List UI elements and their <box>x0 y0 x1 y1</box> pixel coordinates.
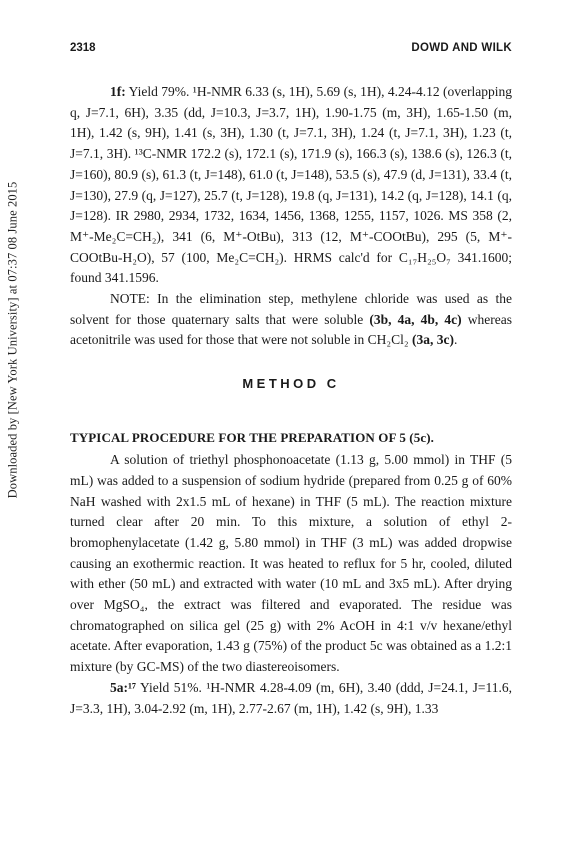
procedure-heading: TYPICAL PROCEDURE FOR THE PREPARATION OF 5 (5c). <box>70 430 434 446</box>
compound-label: 1f: <box>110 84 126 99</box>
page-body <box>70 82 512 719</box>
compound-1f-paragraph <box>70 82 512 289</box>
note-paragraph <box>70 289 512 351</box>
compound-label: 5a:¹⁷ <box>110 679 137 695</box>
page-number: 2318 <box>70 42 96 54</box>
download-notice: Downloaded by [New York University] at 07:37 08 June 2015 <box>5 181 20 499</box>
note-bold-insoluble: (3a, 3c) <box>411 332 454 348</box>
note-text: NOTE: In the elimination step, methylene chloride was used as the solvent for those quaternary salts that were soluble <box>70 291 512 327</box>
note-bold-soluble: (3b, 4a, 4b, 4c) <box>369 311 462 327</box>
running-head: DOWD AND WILK <box>411 42 512 54</box>
page-header <box>70 42 512 60</box>
compound-data: Yield 51%. ¹H-NMR 4.28-4.09 (m, 6H), 3.40 (ddd, J=24.1, J=11.6, J=3.3, 1H), 3.04-2.92 (m, 1H), 2.77-2.67 (m, 1H), 1.42 (s, 9H), 1.33 <box>70 679 512 716</box>
method-heading: METHOD C <box>242 376 340 392</box>
compound-data: Yield 79%. ¹H-NMR 6.33 (s, 1H), 5.69 (s, 1H), 4.24-4.12 (overlapping q, J=7.1, 6H), 3.35 (dd, J=10.3, J=3.7, 1H), 1.90-1.75 (m, 3H), 1.65-1.50 (m, 1H), 1.42 (s, 9H), 1.41 (s, 3H), 1.30 (t, J=7.1, 3H), 1.24 (t, J=7.1, 3H), 1.23 (t, J=7.1, 3H). ¹³C-NMR 172.2 (s), 172.1 (s), 171.9 (s), 166.3 (s), 138.6 (s), 126.3 (t, J=160), 80.9 (s), 61.3 (t, J=148), 61.0 (t, J=148), 53.5 (s), 47.9 (d, J=131), 33.4 (t, J=130), 27.9 (q, J=127), 25.7 (t, J=128), 19.8 (q, J=131), 14.2 (q, J=128), 14.1 (q, J=128). IR 2980, 2934, 1732, 1634, 1456, 1368, 1255, 1157, 1026. MS 358 (2, M⁺-Me₂C=CH₂), 341 (6, M⁺-OtBu), 313 (12, M⁺-COOtBu), 295 (5, M⁺-COOtBu-H₂O), 57 (100, Me₂C=CH₂). HRMS calc'd for C₁₇H₂₅O₇ 341.1600; found 341.1596. <box>70 84 512 286</box>
procedure-paragraph: A solution of triethyl phosphonoacetate (1.13 g, 5.00 mmol) in THF (5 mL) was added to a suspension of sodium hydride (prepared from 0.25 g of 60% NaH washed with 2x1.5 mL of hexane) in THF (5 mL). The reaction mixture turned clear after 20 min. To this mixture, a solution of ethyl 2-bromophenylacetate (1.42 g, 5.80 mmol) in THF (3 mL) was added dropwise causing an exothermic reaction. It was heated to reflux for 5 hr, cooled, diluted with ether (50 mL) and extracted with water (10 mL and 3x5 mL). After drying over MgSO₄, the extract was filtered and evaporated. The residue was chromatographed on silica gel (25 g) with 2% AcOH in 4:1 v/v hexane/ethyl acetate. After evaporation, 1.43 g (75%) of the product 5c was obtained as a 1.2:1 mixture (by GC-MS) of the two diastereoisomers. <box>70 452 512 675</box>
note-text-end: . <box>453 332 458 348</box>
download-notice-sidebar <box>2 70 24 610</box>
compound-5a-paragraph <box>70 678 512 719</box>
note-text-middle: whereas acetonitrile was used for those that were not soluble in CH₂Cl₂ <box>70 311 513 348</box>
